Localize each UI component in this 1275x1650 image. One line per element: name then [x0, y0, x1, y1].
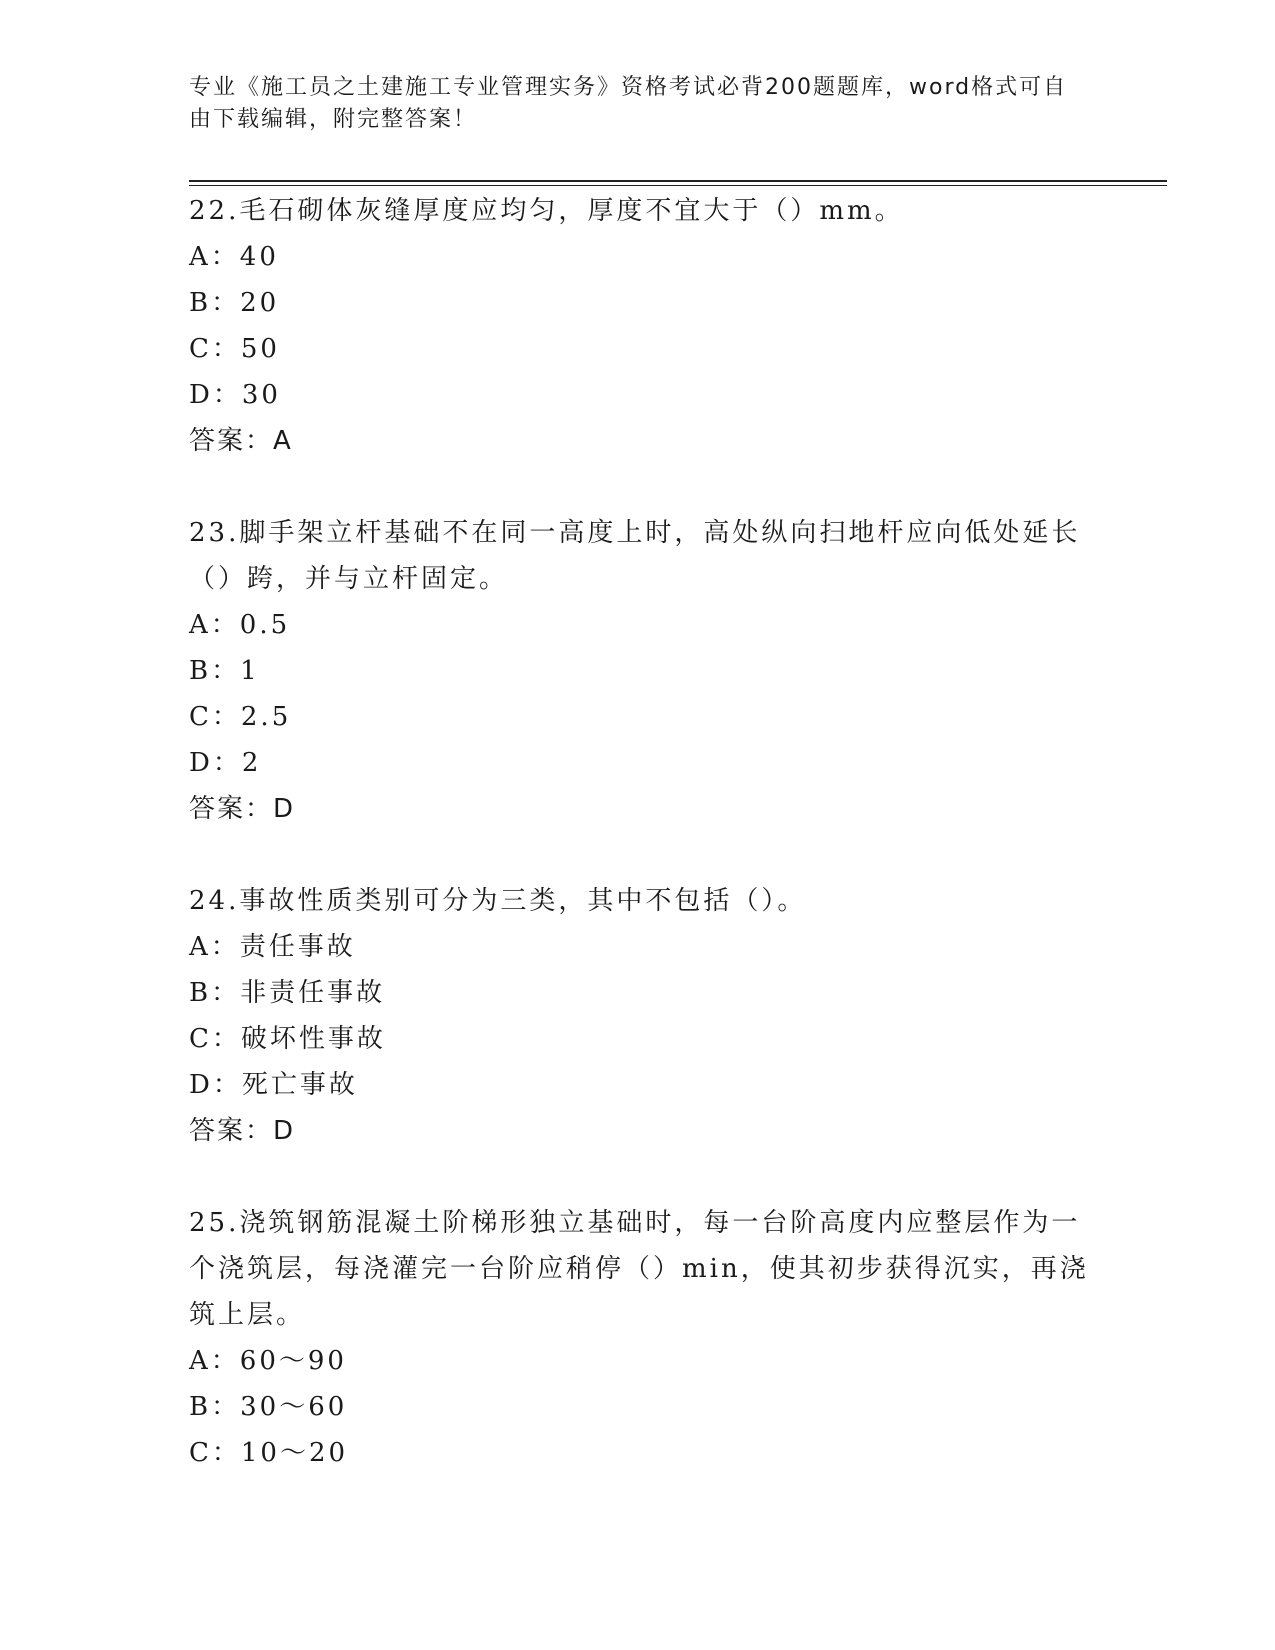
header-divider	[189, 180, 1167, 182]
option-b: B：30～60	[189, 1392, 348, 1422]
option-a: A：责任事故	[189, 932, 356, 962]
question-23	[189, 510, 1089, 832]
question-stem: 22.毛石砌体灰缝厚度应均匀，厚度不宜大于（）mm。	[189, 196, 904, 226]
answer-line: 答案：D	[189, 1116, 296, 1146]
question-stem: 23.脚手架立杆基础不在同一高度上时，高处纵向扫地杆应向低处延长（）跨，并与立杆固定。	[189, 518, 1081, 594]
option-b: B：1	[189, 656, 260, 686]
option-c: C：10～20	[189, 1438, 349, 1468]
question-22	[189, 188, 1089, 464]
question-25	[189, 1200, 1089, 1476]
option-c: C：破坏性事故	[189, 1024, 386, 1054]
question-stem: 25.浇筑钢筋混凝土阶梯形独立基础时，每一台阶高度内应整层作为一个浇筑层，每浇灌完一台阶应稍停（）min，使其初步获得沉实，再浇筑上层。	[189, 1208, 1089, 1330]
option-c: C：2.5	[189, 702, 292, 732]
document-header: 专业《施工员之土建施工专业管理实务》资格考试必背200题题库，word格式可自由下载编辑，附完整答案！	[189, 75, 1068, 132]
option-d: D：2	[189, 748, 262, 778]
option-a: A：60～90	[189, 1346, 347, 1376]
option-b: B：20	[189, 288, 280, 318]
answer-line: 答案：A	[189, 426, 293, 456]
question-24	[189, 878, 1089, 1154]
option-d: D：30	[189, 380, 281, 410]
question-stem: 24.事故性质类别可分为三类，其中不包括（）。	[189, 886, 807, 916]
option-c: C：50	[189, 334, 280, 364]
option-a: A：40	[189, 242, 279, 272]
answer-line: 答案：D	[189, 794, 296, 824]
option-b: B：非责任事故	[189, 978, 386, 1008]
option-d: D：死亡事故	[189, 1070, 358, 1100]
option-a: A：0.5	[189, 610, 291, 640]
header-divider-thin	[189, 185, 1167, 186]
question-list	[189, 188, 1089, 1522]
